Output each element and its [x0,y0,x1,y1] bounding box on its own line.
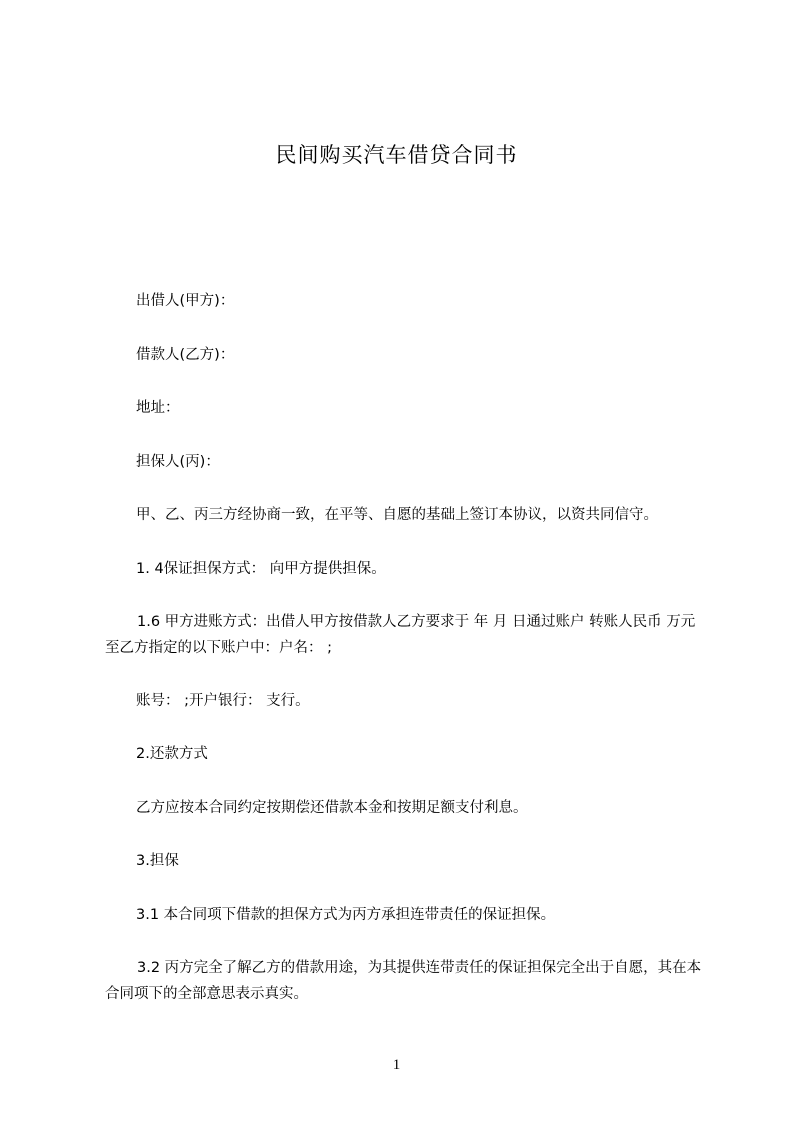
section-heading-2: 2.还款方式 [136,746,208,762]
clause-2-text: 乙方应按本合同约定按期偿还借款本金和按期足额支付利息。 [136,800,528,816]
guarantor-line: 担保人(丙)： [136,454,220,470]
account-line: 账号： ;开户银行： 支行。 [136,693,310,709]
section-heading-3: 3.担保 [136,853,179,869]
document-title: 民间购买汽车借贷合同书 [275,143,518,167]
clause-3-1: 3.1 本合同项下借款的担保方式为丙方承担连带责任的保证担保。 [136,907,556,923]
page-number: 1 [392,1057,401,1073]
borrower-line: 借款人(乙方)： [136,347,235,363]
clause-3-2: 3.2 丙方完全了解乙方的借款用途，为其提供连带责任的保证担保完全出于自愿，其在本合同项下的全部意思表示真实。 [105,960,702,1002]
intro-paragraph: 甲、乙、丙三方经协商一致，在平等、自愿的基础上签订本协议，以资共同信守。 [136,507,658,523]
lender-line: 出借人(甲方)： [136,293,235,309]
clause-1-4: 1. 4保证担保方式： 向甲方提供担保。 [136,561,386,577]
clause-1-6: 1.6 甲方进账方式：出借人甲方按借款人乙方要求于 年 月 日通过账户 转账人民币 万元至乙方指定的以下账户中：户名： ; [105,614,696,656]
address-line: 地址： [136,400,180,416]
